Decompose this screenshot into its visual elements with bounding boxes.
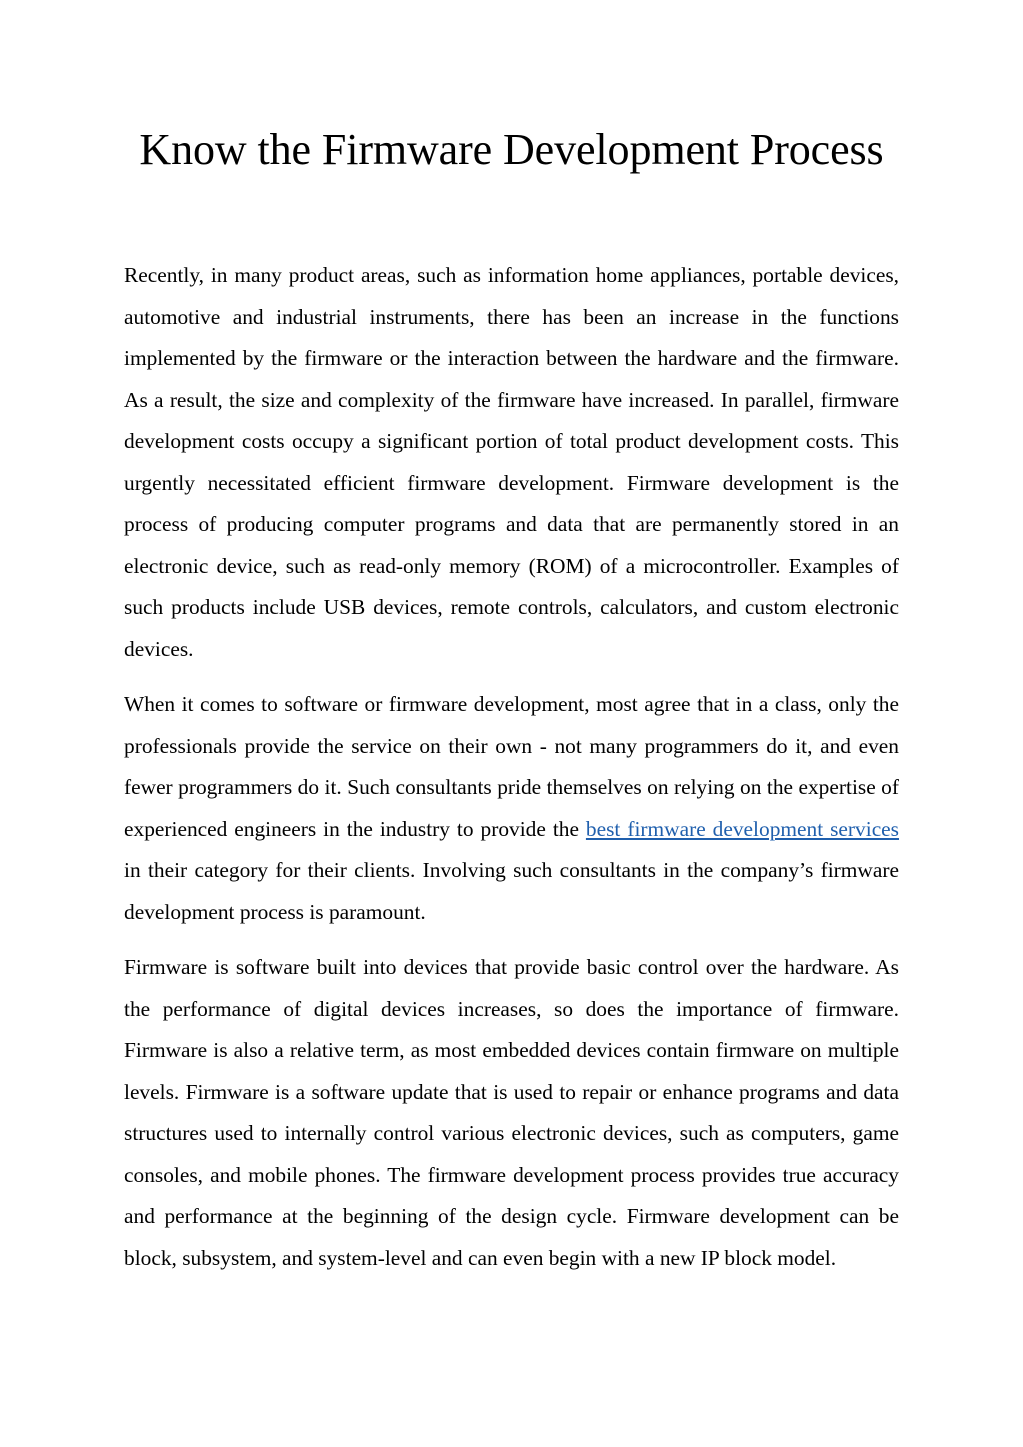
paragraph-text-before-link: When it comes to software or firmware development, most agree that in a class, only the professionals provide the service on their own - not many programmers do it, and even fewer programmers do it. Such consultants pride themselves on relying on the expertise of experienced engineers in the industry to provide the (124, 692, 899, 841)
document-body (124, 255, 899, 1293)
paragraph-firmware-definition: Firmware is software built into devices that provide basic control over the hardware. As the performance of digital devices increases, so does the importance of firmware. Firmware is also a relative term, as most embedded devices contain firmware on multiple levels. Firmware is a software update that is used to repair or enhance programs and data structures used to internally control various electronic devices, such as computers, game consoles, and mobile phones. The firmware development process provides true accuracy and performance at the beginning of the design cycle. Firmware development can be block, subsystem, and system-level and can even begin with a new IP block model. (124, 955, 899, 1270)
page-title: Know the Firmware Development Process (139, 125, 884, 174)
paragraph-consultants (124, 684, 899, 933)
paragraph-text-after-link: in their category for their clients. Involving such consultants in the company’s firmware development process is paramount. (124, 858, 899, 924)
firmware-services-link[interactable]: best firmware development services (585, 816, 900, 841)
paragraph-intro: Recently, in many product areas, such as information home appliances, portable devices, automotive and industrial instruments, there has been an increase in the functions implemented by the firmware or the interaction between the hardware and the firmware. As a result, the size and complexity of the firmware have increased. In parallel, firmware development costs occupy a significant portion of total product development costs. This urgently necessitated efficient firmware development. Firmware development is the process of producing computer programs and data that are permanently stored in an electronic device, such as read-only memory (ROM) of a microcontroller. Examples of such products include USB devices, remote controls, calculators, and custom electronic devices. (124, 263, 899, 661)
